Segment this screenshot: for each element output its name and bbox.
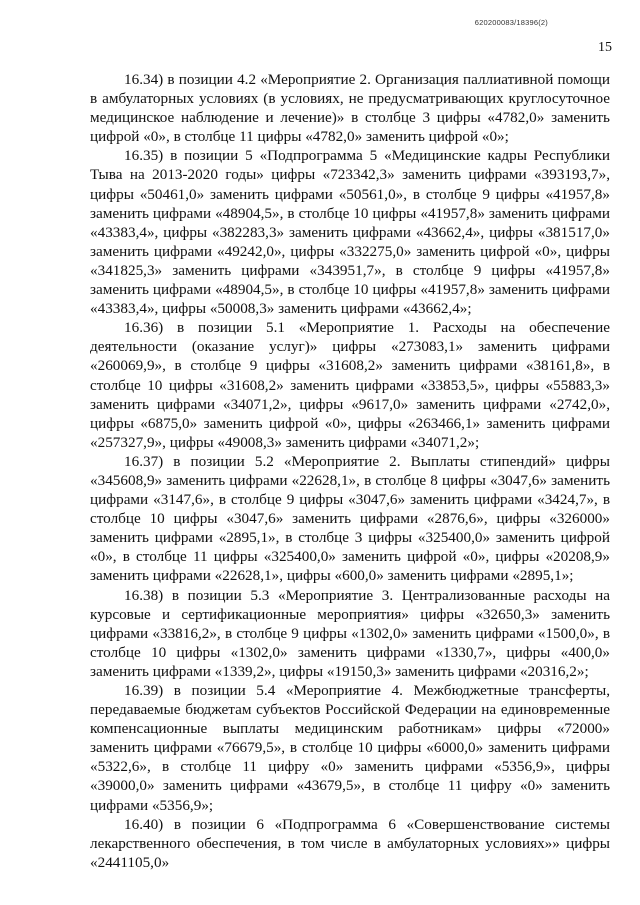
paragraph-16-37: 16.37) в позиции 5.2 «Мероприятие 2. Выплаты стипендий» цифры «345608,9» заменить цифрами «22628,1», в столбце 8 цифры «3047,6» заменить цифрами «3147,6», в столбце 9 цифры «3047,6» заменить цифрами «3424,7», в столбце 10 цифры «3047,6» заменить цифрами «2876,6», цифры «326000» заменить цифрами «2895,1», в столбце 3 цифры «325400,0» заменить цифрой «0», в столбце 11 цифры «325400,0» заменить цифрой «0», цифры «20208,9» заменить цифрами «22628,1», цифры «600,0» заменить цифрами «2895,1»;: [90, 452, 610, 585]
paragraph-16-39: 16.39) в позиции 5.4 «Мероприятие 4. Межбюджетные трансферты, передаваемые бюджетам субъектов Российской Федерации на единовременные компенсационные выплаты медицинским работникам» цифры «72000» заменить цифрами «76679,5», в столбце 10 цифры «6000,0» заменить цифрами «5322,6», в столбце 11 цифру «0» заменить цифрами «5356,9», цифры «39000,0» заменить цифрами «43679,5», в столбце 11 цифру «0» заменить цифрами «5356,9»;: [90, 682, 610, 814]
paragraph-16-36: 16.36) в позиции 5.1 «Мероприятие 1. Расходы на обеспечение деятельности (оказание услуг)» цифры «273083,1» заменить цифрами «260069,9», в столбце 9 цифры «31608,2» заменить цифрами «38161,8», в столбце 10 цифры «31608,2» заменить цифрами «33853,5», цифры «55883,3» заменить цифрами «34071,2», цифры «9617,0» заменить цифрами «2742,0», цифры «6875,0» заменить цифрой «0», цифры «263466,1» заменить цифрами «257327,9», цифры «49008,3» заменить цифрами «34071,2»;: [90, 319, 610, 451]
page-number: 15: [598, 40, 612, 55]
paragraph-16-35: 16.35) в позиции 5 «Подпрограмма 5 «Медицинские кадры Республики Тыва на 2013-2020 годы» цифры «723342,3» заменить цифрами «393193,7», цифры «50461,0» заменить цифрами «50561,0», в столбце 9 цифры «41957,8» заменить цифрами «48904,5», в столбце 10 цифры «41957,8» заменить цифрами «43383,4», цифры «382283,3» заменить цифрами «43662,4», цифры «381517,0» заменить цифрами «49242,0», цифры «332275,0» заменить цифрой «0», цифры «341825,3» заменить цифрами «343951,7», в столбце 9 цифры «41957,8» заменить цифрами «48904,5», в столбце 10 цифры «41957,8» заменить цифрами «43383,4», цифры «50008,3» заменить цифрами «43662,4»;: [90, 147, 610, 318]
paragraph-16-34: 16.34) в позиции 4.2 «Мероприятие 2. Организация паллиативной помощи в амбулаторных условиях (в условиях, не предусматривающих круглосуточное медицинское наблюдение и лечение)» в столбце 3 цифры «4782,0» заменить цифрой «0», в столбце 11 цифры «4782,0» заменить цифрой «0»;: [90, 71, 610, 146]
paragraph-16-38: 16.38) в позиции 5.3 «Мероприятие 3. Централизованные расходы на курсовые и сертификационные мероприятия» цифры «32650,3» заменить цифрами «33816,2», в столбце 9 цифры «1302,0» заменить цифрами «1500,0», в столбце 10 цифры «1302,0» заменить цифрами «1330,7», цифры «400,0» заменить цифрами «1339,2», цифры «19150,3» заменить цифрами «20316,2»;: [90, 586, 610, 680]
document-body: [90, 70, 610, 872]
document-registration-code: 620200083/18396(2): [474, 18, 548, 27]
paragraph-16-40: 16.40) в позиции 6 «Подпрограмма 6 «Совершенствование системы лекарственного обеспечения, в том числе в амбулаторных условиях»» цифры «2441105,0»: [90, 815, 610, 871]
